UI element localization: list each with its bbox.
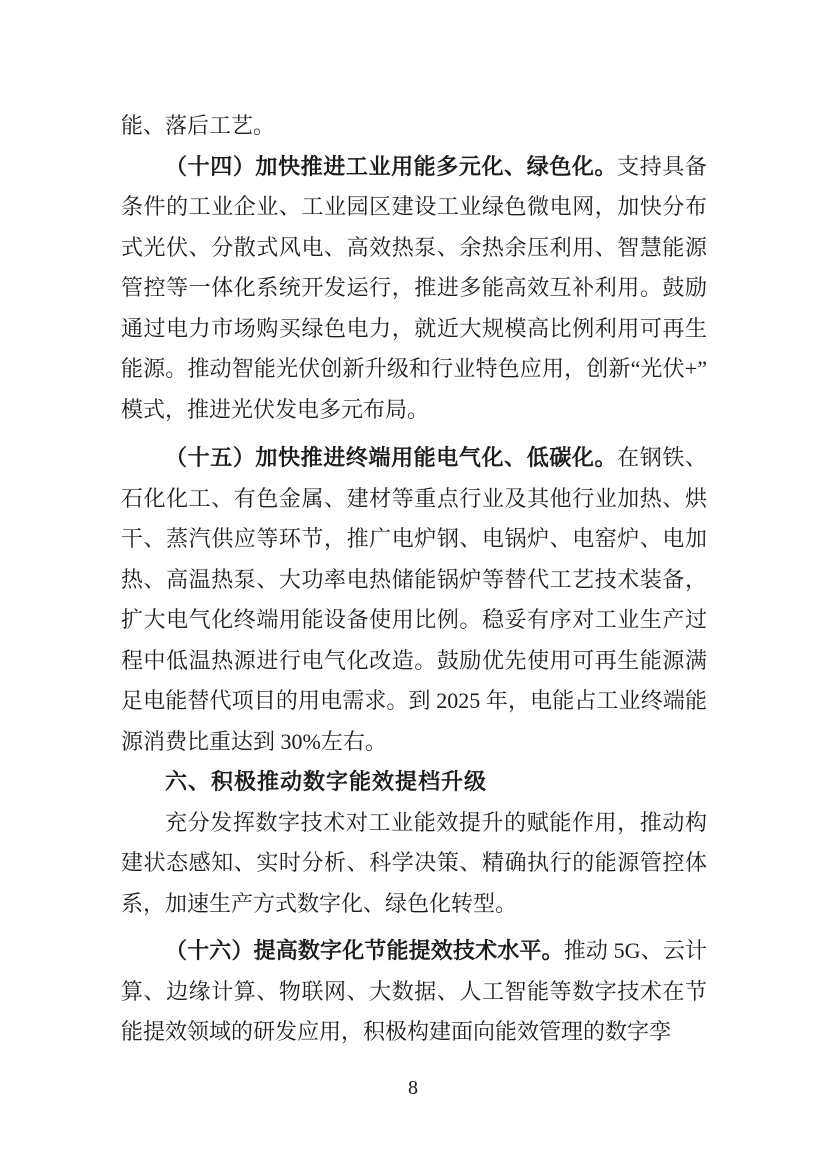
item-15-lead: （十五）加快推进终端用能电气化、低碳化。 [165, 445, 618, 470]
paragraph-continuation [121, 106, 707, 147]
item-16-body: 推动 5G、云计算、边缘计算、物联网、大数据、人工智能等数字技术在节能提效领域的研发应用，积极构建面向能效管理的数字孪 [121, 938, 707, 1044]
document-body [121, 106, 707, 1053]
paragraph-item-16 [121, 931, 707, 1053]
paragraph-item-14 [121, 147, 707, 431]
paragraph-section-6-intro [121, 803, 707, 925]
item-14-body: 支持具备条件的工业企业、工业园区建设工业绿色微电网，加快分布式光伏、分散式风电、高效热泵、余热余压利用、智慧能源管控等一体化系统开发运行，推进多能高效互补利用。鼓励通过电力市场购买绿色电力，就近大规模高比例利用可再生能源。推动智能光伏创新升级和行业特色应用，创新“光伏+”模式，推进光伏发电多元布局。 [121, 153, 707, 422]
item-14-lead: （十四）加快推进工业用能多元化、绿色化。 [165, 153, 618, 179]
item-16-lead: （十六）提高数字化节能提效技术水平。 [165, 938, 564, 963]
section-heading-6-text: 六、积极推动数字能效提档升级 [165, 769, 488, 794]
paragraph-item-15 [121, 438, 707, 762]
item-15-body: 在钢铁、石化化工、有色金属、建材等重点行业及其他行业加热、烘干、蒸汽供应等环节，推广电炉钢、电锅炉、电窑炉、电加热、高温热泵、大功率电热储能锅炉等替代工艺技术装备，扩大电气化终端用能设备使用比例。稳妥有序对工业生产过程中低温热源进行电气化改造。鼓励优先使用可再生能源满足电能替代项目的用电需求。到 2025 年，电能占工业终端能源消费比重达到 30%左右。 [121, 445, 707, 754]
section-heading-6 [121, 762, 707, 803]
paragraph-continuation-text: 能、落后工艺。 [121, 113, 276, 138]
page-number: 8 [408, 1077, 418, 1099]
section-6-intro-text: 充分发挥数字技术对工业能效提升的赋能作用，推动构建状态感知、实时分析、科学决策、精确执行的能源管控体系，加速生产方式数字化、绿色化转型。 [121, 809, 707, 916]
